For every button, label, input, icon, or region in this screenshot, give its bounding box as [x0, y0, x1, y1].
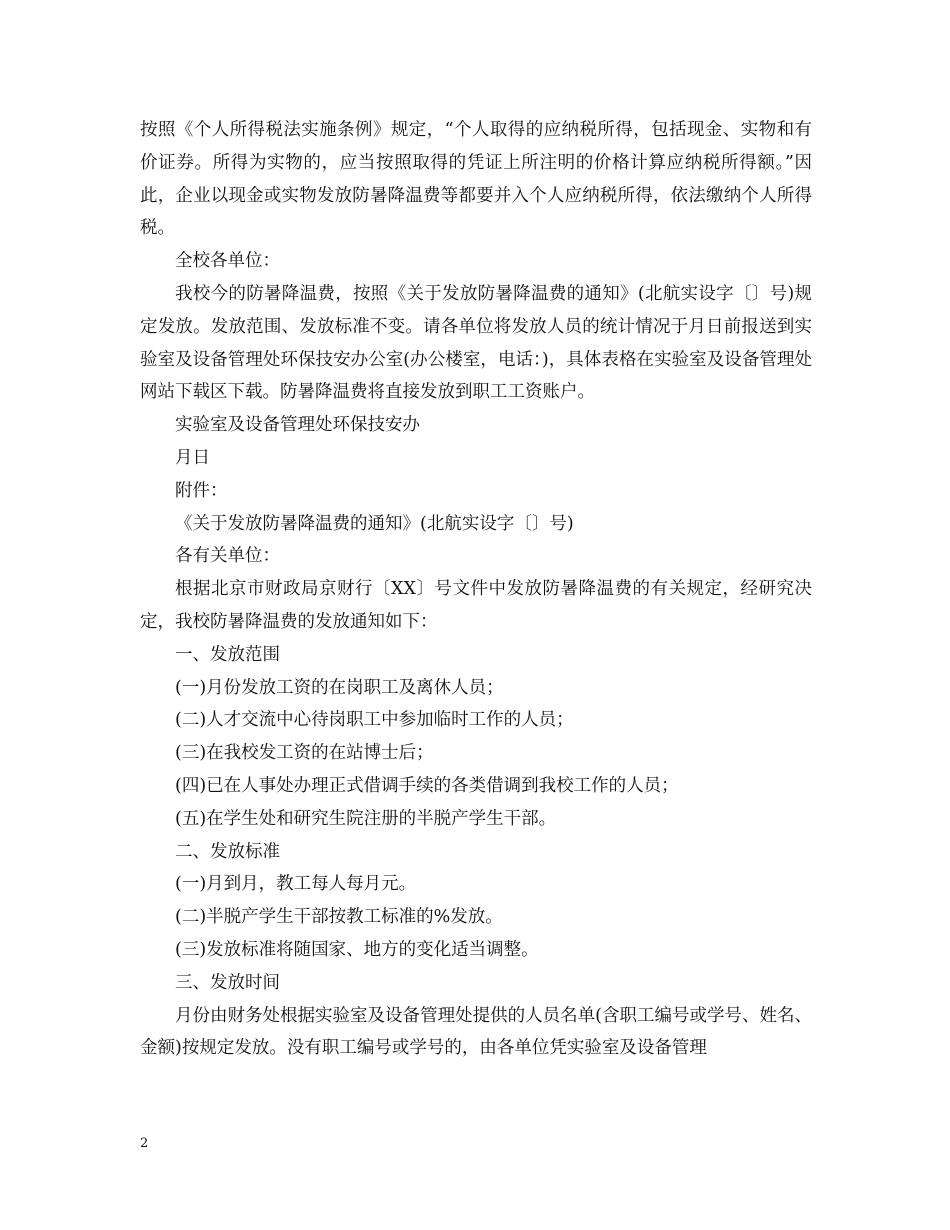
list-item-standard-3: (三)发放标准将随国家、地方的变化适当调整。	[175, 939, 539, 960]
section-heading-time: 三、发放时间	[175, 972, 280, 993]
paragraph-time-details: 月份由财务处根据实验室及设备管理处提供的人员名单(含职工编号或学号、姓名、金额)按规定发放。没有职工编号或学号的，由各单位凭实验室及设备管理	[140, 1005, 812, 1059]
list-item-scope-3: (三)在我校发工资的在站博士后；	[175, 743, 434, 764]
paragraph-tax-regulation: 按照《个人所得税法实施条例》规定，“个人取得的应纳税所得，包括现金、实物和有价证券。所得为实物的，应当按照取得的凭证上所注明的价格计算应纳税所得额。”因此，企业以现金或实物发放防暑降温费等都要并入个人应纳税所得，依法缴纳个人所得税。	[140, 120, 812, 239]
page-number: 2	[140, 1136, 149, 1151]
list-item-scope-2: (二)人才交流中心待岗职工中参加临时工作的人员；	[175, 710, 574, 731]
paragraph-signature-office: 实验室及设备管理处环保技安办	[175, 415, 420, 436]
paragraph-notice-body: 我校今的防暑降温费，按照《关于发放防暑降温费的通知》(北航实设字〔〕号)规定发放。发放范围、发放标准不变。请各单位将发放人员的统计情况于月日前报送到实验室及设备管理处环保技安办公室(办公楼室，电话：)，具体表格在实验室及设备管理处网站下载区下载。防暑降温费将直接发放到职工工资账户。	[140, 283, 812, 403]
list-item-scope-4: (四)已在人事处办理正式借调手续的各类借调到我校工作的人员；	[175, 775, 679, 796]
list-item-scope-5: (五)在学生处和研究生院注册的半脱产学生干部。	[175, 808, 557, 829]
paragraph-intro: 根据北京市财政局京财行〔XX〕号文件中发放防暑降温费的有关规定，经研究决定，我校防暑降温费的发放通知如下：	[140, 579, 812, 632]
list-item-standard-1: (一)月到月，教工每人每月元。	[175, 874, 417, 895]
paragraph-date: 月日	[175, 447, 210, 468]
paragraph-salutation-all-units: 全校各单位：	[175, 251, 280, 272]
paragraph-salutation-related-units: 各有关单位：	[175, 546, 280, 567]
paragraph-attachment-label: 附件：	[175, 480, 228, 501]
section-heading-standard: 二、发放标准	[175, 841, 280, 862]
document-body	[140, 114, 812, 1065]
section-heading-scope: 一、发放范围	[175, 644, 280, 665]
list-item-scope-1: (一)月份发放工资的在岗职工及离休人员；	[175, 677, 504, 698]
paragraph-attachment-title: 《关于发放防暑降温费的通知》(北航实设字〔〕号)	[175, 513, 574, 534]
list-item-standard-2: (二)半脱产学生干部按教工标准的%发放。	[175, 907, 503, 928]
